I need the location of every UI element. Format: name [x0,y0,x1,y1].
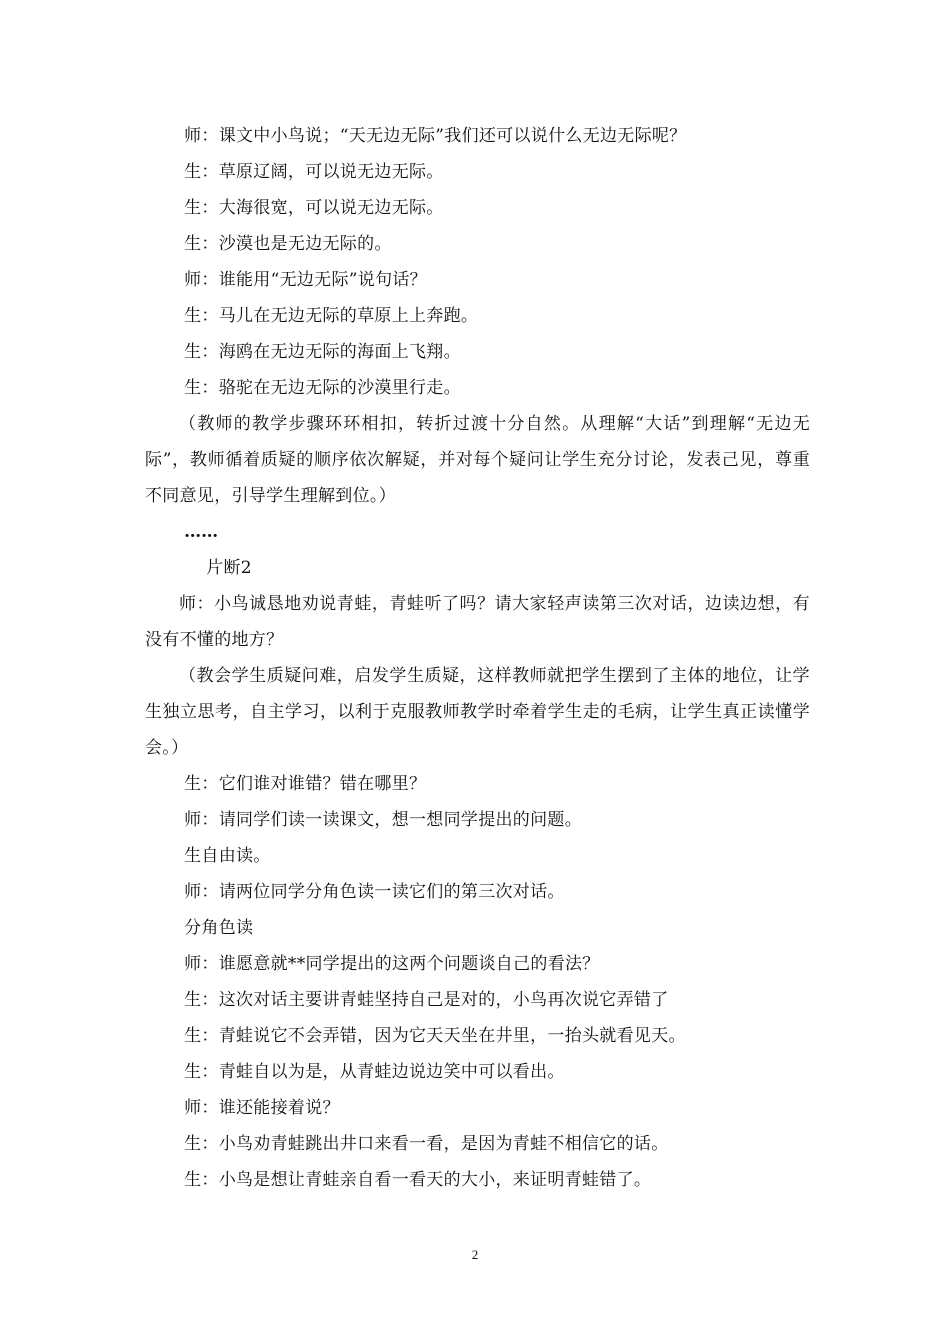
page-number: 2 [471,1247,479,1262]
dialogue-line: 分角色读 [184,918,254,938]
dialogue-line: 师：课文中小鸟说；“天无边无际”我们还可以说什么无边无际呢？ [184,126,687,146]
dialogue-line: 生：青蛙自以为是，从青蛙边说边笑中可以看出。 [184,1062,565,1082]
teacher-prompt: 师：小鸟诚恳地劝说青蛙，青蛙听了吗？请大家轻声读第三次对话，边读边想，有没有不懂的地方？ [145,594,810,650]
dialogue-line: 生：骆驼在无边无际的沙漠里行走。 [184,378,461,398]
dialogue-line: 生：大海很宽，可以说无边无际。 [184,198,444,218]
dialogue-line: 生：海鸥在无边无际的海面上飞翔。 [184,342,461,362]
teaching-commentary: （教师的教学步骤环环相扣，转折过渡十分自然。从理解“大话”到理解“无边无际”，教师循着质疑的顺序依次解疑，并对每个疑问让学生充分讨论，发表己见，尊重不同意见，引导学生理解到位。） [145,414,810,506]
dialogue-line: 师：谁能用“无边无际”说句话？ [184,270,427,290]
ellipsis: …… [184,522,219,542]
dialogue-line: 生：小鸟是想让青蛙亲自看一看天的大小，来证明青蛙错了。 [184,1170,652,1190]
dialogue-line: 生自由读。 [184,846,271,866]
dialogue-line: 生：它们谁对谁错？错在哪里？ [184,774,427,794]
lesson-transcript [145,118,810,1198]
dialogue-line: 生：这次对话主要讲青蛙坚持自己是对的，小鸟再次说它弄错了 [184,990,669,1010]
dialogue-line: 师：请同学们读一读课文，想一想同学提出的问题。 [184,810,582,830]
dialogue-line: 生：沙漠也是无边无际的。 [184,234,392,254]
dialogue-line: 师：谁还能接着说？ [184,1098,340,1118]
dialogue-line: 生：马儿在无边无际的草原上上奔跑。 [184,306,479,326]
dialogue-line: 生：小鸟劝青蛙跳出井口来看一看，是因为青蛙不相信它的话。 [184,1134,669,1154]
dialogue-line: 生：草原辽阔，可以说无边无际。 [184,162,444,182]
dialogue-line: 师：请两位同学分角色读一读它们的第三次对话。 [184,882,565,902]
dialogue-line: 生：青蛙说它不会弄错，因为它天天坐在井里，一抬头就看见天。 [184,1026,686,1046]
teaching-commentary: （教会学生质疑问难，启发学生质疑，这样教师就把学生摆到了主体的地位，让学生独立思考，自主学习，以利于克服教师教学时牵着学生走的毛病，让学生真正读懂学会。） [145,666,810,758]
fragment-heading: 片断2 [206,558,252,578]
dialogue-line: 师：谁愿意就**同学提出的这两个问题谈自己的看法？ [184,954,600,974]
